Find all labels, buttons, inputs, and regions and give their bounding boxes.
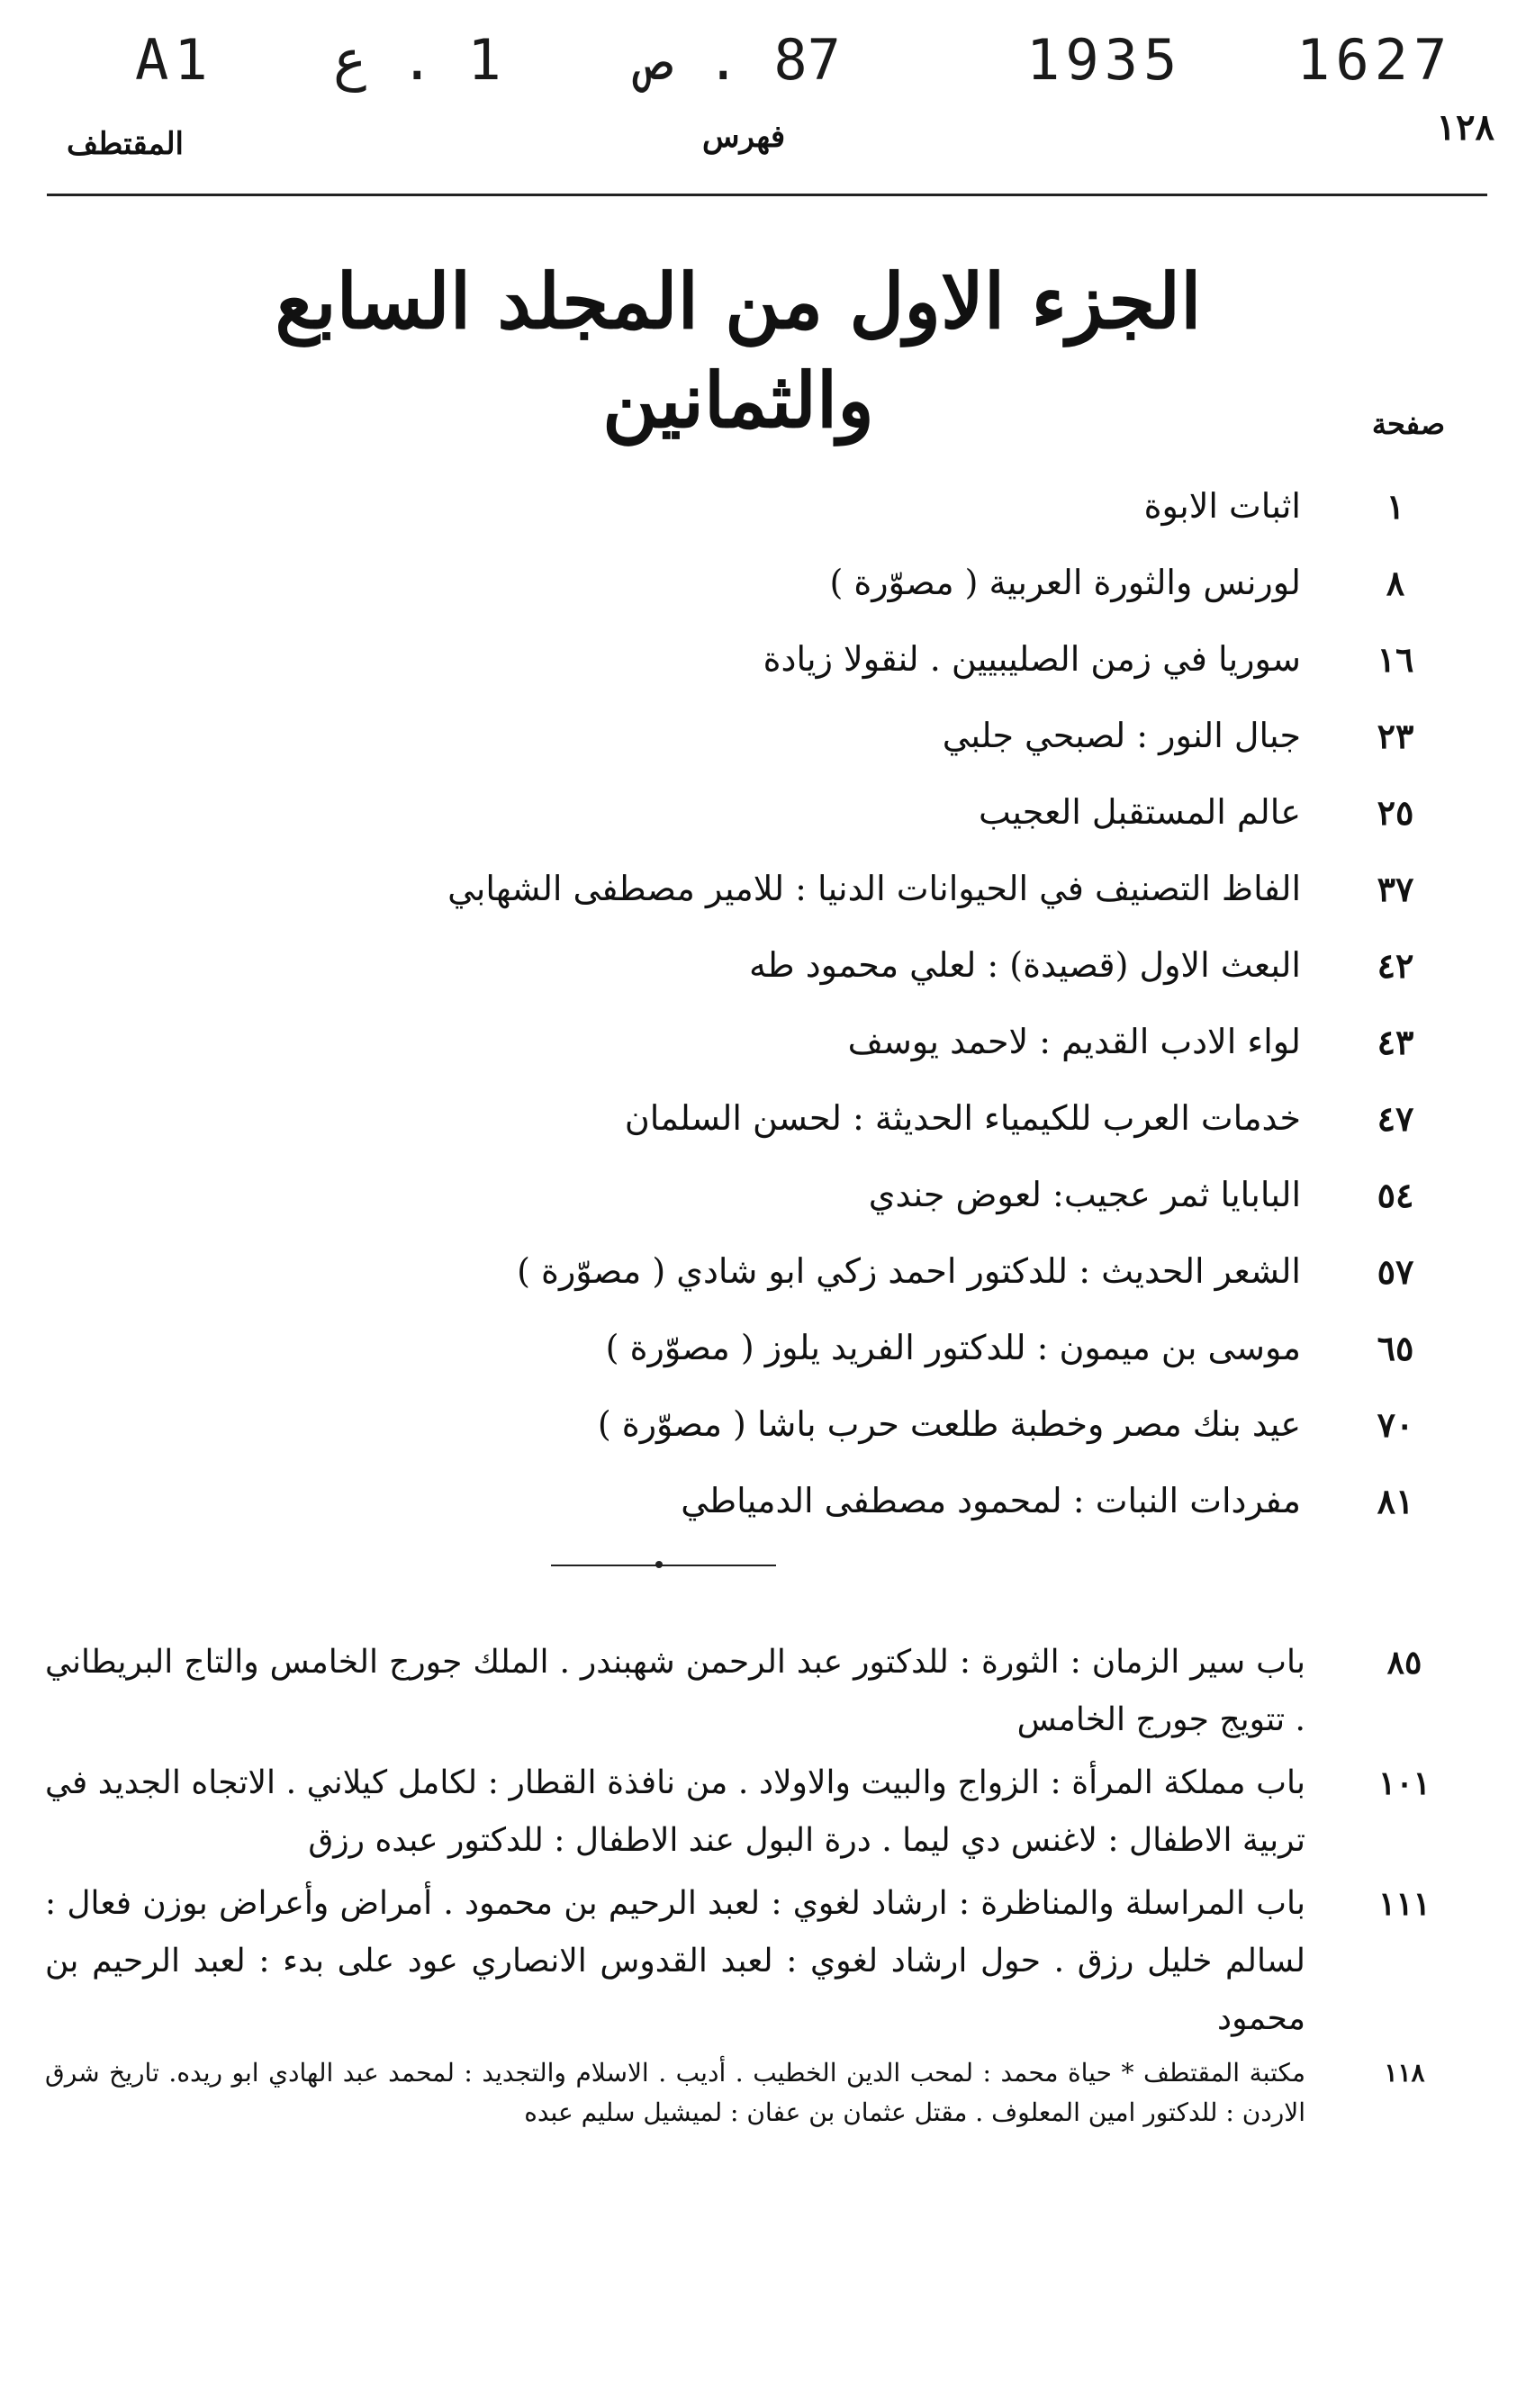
toc-entry [401,927,1436,1004]
toc-entry [401,698,1436,774]
toc-page: ٨١ [1377,1481,1414,1521]
toc-title: موسى بن ميمون : للدكتور الفريد يلوز ( مصوّرة ) [605,1328,1301,1367]
section-entry [45,1875,1445,2048]
toc-entry [401,851,1436,927]
handwritten-reference [135,27,1503,108]
toc-entry [401,545,1436,621]
section-name: فهرس [702,119,786,155]
toc-entry [401,1386,1436,1463]
header-rule [47,194,1487,196]
section-text: باب سير الزمان : الثورة : للدكتور عبد الرحمن شهبندر . الملك جورج الخامس والتاج البريطاني . تتويج جورج الخامس [45,1644,1305,1738]
toc-entry [401,1233,1436,1310]
toc-entry [401,1080,1436,1157]
toc-page: ٦٥ [1377,1328,1414,1368]
section-entry [45,2053,1445,2133]
divider-line [551,1565,776,1566]
table-of-contents [401,468,1436,1539]
toc-entry [401,1310,1436,1386]
toc-page: ٥٤ [1377,1175,1414,1215]
section-page: ١٠١ [1377,1764,1431,1802]
handwritten-ref-part: 1627 [1296,27,1453,93]
toc-page: ٢٥ [1377,792,1414,833]
toc-title: الشعر الحديث : للدكتور احمد زكي ابو شادي ( مصوّرة ) [517,1251,1301,1291]
toc-title: عالم المستقبل العجيب [979,792,1301,832]
section-text: مكتبة المقتطف * حياة محمد : لمحب الدين الخطيب . أديب . الاسلام والتجديد : لمحمد عبد الهادي ابو ريده. تاريخ شرق الاردن : للدكتور امين المعلوف . مقتل عثمان بن عفان : لميشيل سليم عبده [45,2058,1305,2127]
toc-title: لورنس والثورة العربية ( مصوّرة ) [829,563,1301,602]
toc-page: ٣٧ [1377,869,1414,909]
handwritten-ref-part: 1 . ع [333,27,501,93]
toc-title: البعث الاول (قصيدة) : لعلي محمود طه [749,945,1301,985]
section-text: باب مملكة المرأة : الزواج والبيت والاولاد . من نافذة القطار : لكامل كيلاني . الاتجاه الجديد في تربية الاطفال : لاغنس دي ليما . درة البول عند الاطفال : للدكتور عبده رزق [45,1764,1305,1859]
toc-title: الفاظ التصنيف في الحيوانات الدنيا : للامير مصطفى الشهابي [447,869,1301,908]
regular-sections [45,1634,1445,2138]
section-entry [45,1634,1445,1749]
handwritten-ref-part: 1935 [1026,27,1183,93]
toc-entry [401,1004,1436,1080]
section-text: باب المراسلة والمناظرة : ارشاد لغوي : لعبد الرحيم بن محمود . أمراض وأعراض بوزن فعال : لسالم خليل رزق . حول ارشاد لغوي : لعبد القدوس الانصاري عود على بدء : لعبد الرحيم بن محمود [45,1885,1305,2037]
page-column-label: صفحة [1371,407,1445,441]
toc-title: مفردات النبات : لمحمود مصطفى الدمياطي [681,1481,1301,1520]
toc-page: ١٦ [1377,639,1414,680]
toc-page: ٥٧ [1377,1251,1414,1292]
toc-entry [401,1463,1436,1539]
handwritten-ref-part: 87 . ص [639,27,841,93]
section-page: ١١١ [1377,1885,1431,1923]
toc-page: ٨ [1386,563,1405,603]
toc-page: ٢٣ [1377,716,1414,756]
toc-entry [401,621,1436,698]
divider-ornament [655,1561,663,1568]
handwritten-ref-part: A1 [135,27,213,93]
toc-page: ٤٣ [1377,1022,1414,1062]
toc-page: ٤٢ [1377,945,1414,986]
toc-title: عيد بنك مصر وخطبة طلعت حرب باشا ( مصوّرة ) [597,1404,1301,1444]
section-entry [45,1754,1445,1870]
toc-title: البابايا ثمر عجيب: لعوض جندي [868,1175,1301,1214]
toc-title: خدمات العرب للكيمياء الحديثة : لحسن السلمان [624,1098,1301,1138]
journal-name: المقتطف [67,126,185,162]
toc-title: لواء الادب القديم : لاحمد يوسف [847,1022,1301,1061]
toc-title: سوريا في زمن الصليبيين . لنقولا زيادة [763,639,1301,679]
page-title: الجزء الاول من المجلد السابع والثمانين [275,257,1202,445]
toc-title: اثبات الابوة [1143,486,1301,526]
toc-entry [401,1157,1436,1233]
running-head [54,106,1494,169]
section-page: ١١٨ [1384,2058,1425,2088]
toc-entry [401,774,1436,851]
toc-page: ١ [1386,486,1405,527]
toc-entry [401,468,1436,545]
toc-page: ٤٧ [1377,1098,1414,1139]
toc-title: جبال النور : لصبحي جلبي [942,716,1301,755]
section-divider [551,1561,776,1570]
page-number: ١٢٨ [1436,106,1494,149]
toc-page: ٧٠ [1377,1404,1414,1445]
section-page: ٨٥ [1386,1644,1422,1682]
